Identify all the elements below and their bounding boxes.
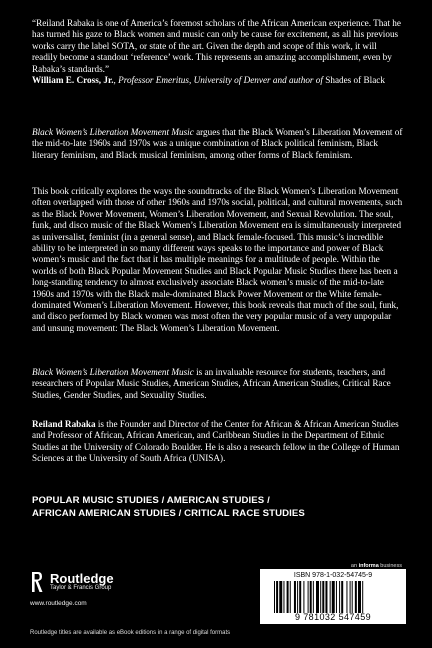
description-paragraph-2: This book critically explores the ways the soundtracks of the Black Women’s Liberation Movement often overlapped with those of other 1960s and 1970s social, political, and cultural movements, such as the Black Power Movement, Women’s Liberation Movement, and Sexual Revolution. The soul, funk, and disco music of the Black Women’s Liberation Movement era is simultaneously interpreted as universalist, feminist (in a general sense), and Black female-focused. This music’s incredible ability to be interpreted in so many different ways speaks to the importance and power of Black women’s music and the fact that it has multiple meanings for a multitude of people. Within the worlds of both Black Popular Movement Studies and Black Popular Music Studies there has been a long-standing tendency to almost exclusively associate Black women’s music of the mid-to-late 1960s and 1970s with the Black male-dominated Black Power Movement or the White female-dominated Women’s Liberation Movement. However, this book reveals that much of the soul, funk, and disco performed by Black women was most often the very popular music of a very unpopular and unsung movement: The Black Women’s Liberation Movement. — [32, 186, 403, 333]
barcode-bars — [274, 581, 392, 613]
publisher-name: Routledge — [50, 571, 114, 586]
isbn-barcode — [260, 569, 406, 624]
barcode-digits: 9 781032 547459 — [294, 612, 372, 622]
description-paragraph-3 — [32, 367, 404, 401]
informa-business-label: an informa business — [350, 563, 402, 569]
publisher-logo — [30, 571, 114, 593]
quote-attribution: William E. Cross, Jr., Professor Emeritus, University of Denver and author of Shades of Black — [32, 75, 385, 86]
quote-author-title: Professor Emeritus, University of Denver and author of — [118, 75, 323, 86]
subject-line-1: POPULAR MUSIC STUDIES / AMERICAN STUDIES / — [32, 495, 270, 506]
routledge-r-icon — [30, 571, 44, 593]
isbn-number: ISBN 978-1-032-54745-9 — [293, 572, 373, 579]
paragraph-text: is an invaluable resource for students, teachers, and researchers of Popular Music Studies, American Studies, African American Studies, Critical Race Studies, Gender Studies, and Sexuality Studies. — [32, 367, 391, 400]
subject-categories — [32, 494, 404, 520]
quote-text: “Reiland Rabaka is one of America’s foremost scholars of the African American experience. That he has turned his gaze to Black women and music can only be cause for excitement, as all his previous works carry the label SOTA, or state of the art. Given the depth and scope of this work, it will readily become a standout ‘reference’ work. This represents an amazing accomplishment, even by Rabaka’s standards.” — [32, 18, 401, 74]
endorsement-quote — [32, 18, 404, 86]
informa-brand: informa — [358, 563, 379, 569]
paragraph-text: argues that the Black Women’s Liberation Movement of the mid-to-late 1960s and 1970s was a unique combination of Black political feminism, Black literary feminism, and Black musical feminism, among other forms of Black feminism. — [32, 127, 403, 160]
publisher-website: www.routledge.com — [30, 600, 87, 607]
subject-line-2: AFRICAN AMERICAN STUDIES / CRITICAL RACE STUDIES — [32, 508, 305, 519]
description-paragraph-1 — [32, 127, 404, 161]
book-title: Black Women’s Liberation Movement Music — [32, 127, 194, 137]
quote-author-book: Shades of Black — [325, 75, 385, 86]
author-name: Reiland Rabaka — [32, 419, 96, 429]
ebook-availability-note: Routledge titles are available as eBook editions in a range of digital formats — [30, 630, 231, 636]
quote-author: William E. Cross, Jr. — [32, 75, 114, 86]
book-title: Black Women’s Liberation Movement Music — [32, 367, 194, 377]
bio-text: is the Founder and Director of the Center for African & African American Studies and Professor of African, African American, and Caribbean Studies in the Department of Ethnic Studies at the University of Colorado Boulder. He is also a research fellow in the College of Human Sciences at the University of South Africa (UNISA). — [32, 419, 400, 464]
publisher-group: Taylor & Francis Group — [50, 585, 112, 591]
author-bio — [32, 419, 404, 465]
